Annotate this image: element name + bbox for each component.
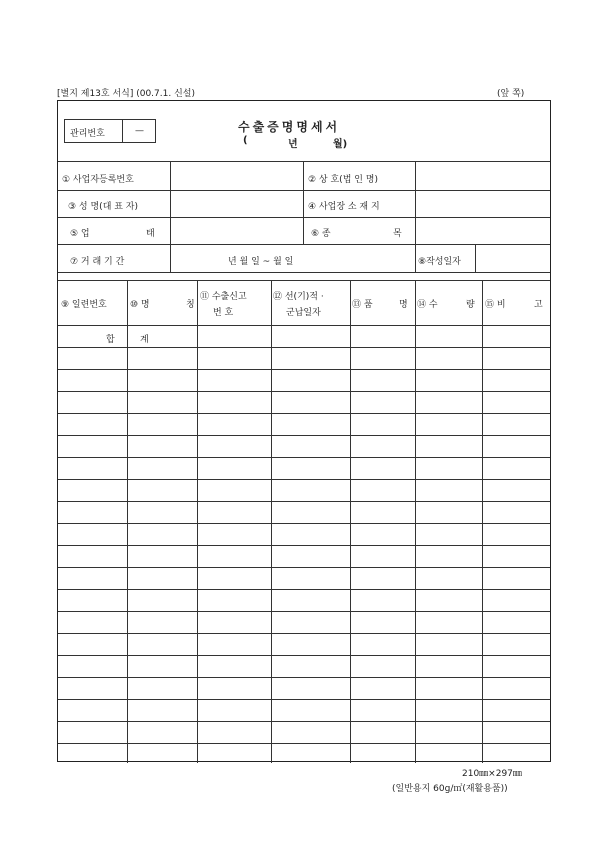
col-product-b: 명: [399, 300, 408, 310]
period-label: ⑦ 거 래 기 간: [70, 257, 125, 267]
table-row-line: [58, 523, 550, 524]
table-row-line: [58, 479, 550, 480]
col-product-a: ⑬ 품: [352, 300, 373, 310]
col-name-b: 칭: [186, 300, 195, 310]
document-title: 수출증명명세서: [238, 120, 341, 134]
table-row-line: [58, 589, 550, 590]
col-quantity-a: ⑭ 수: [417, 300, 438, 310]
business-type-end: 태: [146, 229, 155, 239]
table-row-line: [58, 677, 550, 678]
table-row-line: [58, 699, 550, 700]
table-row-line: [58, 457, 550, 458]
total-label-b: 계: [140, 335, 149, 345]
col-shipping-date-b: 군납일자: [286, 308, 321, 318]
table-row-line: [58, 435, 550, 436]
subtitle-open: (: [243, 135, 248, 146]
management-number-box: [64, 119, 156, 143]
table-row-line: [58, 633, 550, 634]
table-row-line: [58, 721, 550, 722]
col-quantity-b: 량: [466, 300, 475, 310]
biz-reg-no-label: ① 사업자등록번호: [62, 175, 134, 185]
col-export-decl-a: ⑪ 수출신고: [200, 292, 247, 302]
table-row-line: [58, 369, 550, 370]
name-label: ③ 성 명(대 표 자): [68, 202, 139, 212]
paper-size: 210㎜×297㎜: [462, 769, 522, 779]
table-row-line: [58, 413, 550, 414]
table-row-line: [58, 567, 550, 568]
written-date-label: ⑧작성일자: [418, 257, 461, 267]
item-end: 목: [393, 229, 402, 239]
table-row-line: [58, 391, 550, 392]
company-label: ② 상 호(법 인 명): [308, 175, 379, 185]
table-row-line: [58, 501, 550, 502]
page-side-label: (앞 쪽): [497, 89, 525, 99]
table-row-line: [58, 611, 550, 612]
col-remarks-b: 고: [534, 300, 543, 310]
table-row-line: [58, 545, 550, 546]
total-label-a: 합: [106, 335, 115, 345]
col-shipping-date-a: ⑫ 선(기)적 ·: [273, 292, 324, 302]
mgmt-label: 관리번호: [70, 129, 105, 139]
table-row-line: [58, 743, 550, 744]
col-export-decl-b: 번 호: [213, 308, 234, 318]
mgmt-value: —: [135, 126, 144, 136]
subtitle-month: 월): [333, 139, 348, 150]
paper-type: (일반용지 60g/㎡(재활용품)): [392, 784, 508, 794]
item-label: ⑥ 종: [311, 229, 331, 239]
table-row-line: [58, 655, 550, 656]
address-label: ④ 사업장 소 재 지: [308, 202, 380, 212]
col-serial: ⑨ 일련번호: [61, 300, 107, 310]
col-remarks-a: ⑮ 비: [485, 300, 506, 310]
business-type-label: ⑤ 업: [70, 229, 90, 239]
form-frame: [57, 100, 551, 762]
subtitle-year: 년: [288, 139, 298, 150]
col-name-a: ⑩ 명: [130, 300, 150, 310]
form-label: [별지 제13호 서식] (00.7.1. 신설): [57, 89, 195, 99]
period-value: 년 월 일 ~ 월 일: [228, 257, 294, 267]
